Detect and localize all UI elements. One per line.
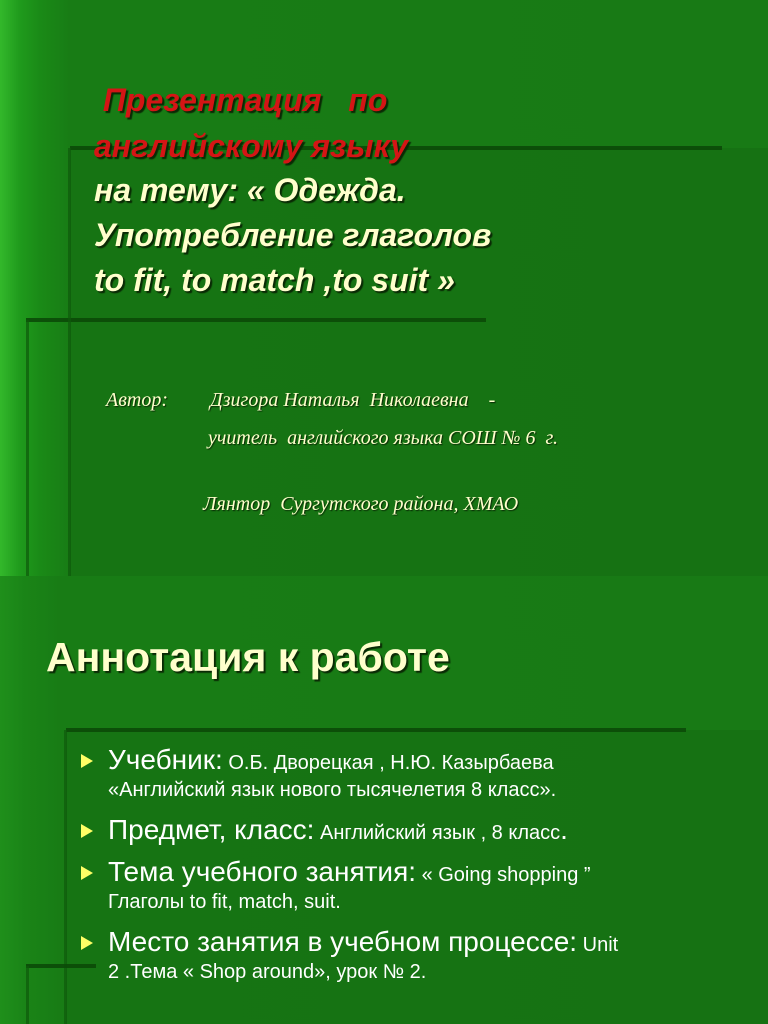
bullet-icon: [81, 754, 93, 768]
bullet-icon: [81, 866, 93, 880]
divider-line: [68, 148, 71, 576]
bullet-icon: [81, 824, 93, 838]
divider-line: [64, 730, 67, 1024]
author-location: Лянтор Сургутского района, ХМАО: [203, 493, 519, 515]
divider-line: [26, 318, 486, 322]
presentation-subtitle: [94, 168, 491, 303]
list-item-place: Место занятия в учебном процессе: Unit 2 .Тема « Shop around», урок № 2.: [78, 926, 758, 986]
author-position: учитель английского языка СОШ № 6 г.: [208, 427, 559, 449]
presentation-title: Презентация по английскому языку: [94, 82, 409, 164]
subtitle-line: Употребление глаголов: [94, 217, 492, 253]
divider-line: [26, 966, 29, 1024]
list-item-textbook: Учебник: О.Б. Дворецкая , Н.Ю. Казырбаева «Английский язык нового тысячелетия 8 класс».: [78, 744, 758, 804]
author-label: Автор:: [106, 389, 169, 411]
author-name: Дзигора Наталья Николаевна -: [210, 389, 496, 411]
list-item-subject: Предмет, класс: Английский язык , 8 класс.: [78, 814, 758, 846]
annotation-list: [78, 744, 758, 996]
bullet-icon: [81, 936, 93, 950]
subtitle-line: to fit, to match ,to suit »: [94, 262, 455, 298]
divider-line: [66, 728, 686, 732]
annotation-heading: Аннотация к работе: [46, 634, 450, 680]
divider-line: [26, 320, 29, 576]
list-item-topic: Тема учебного занятия: « Going shopping ” Глаголы to fit, match, suit.: [78, 856, 758, 916]
subtitle-line: на тему: « Одежда.: [94, 172, 406, 208]
